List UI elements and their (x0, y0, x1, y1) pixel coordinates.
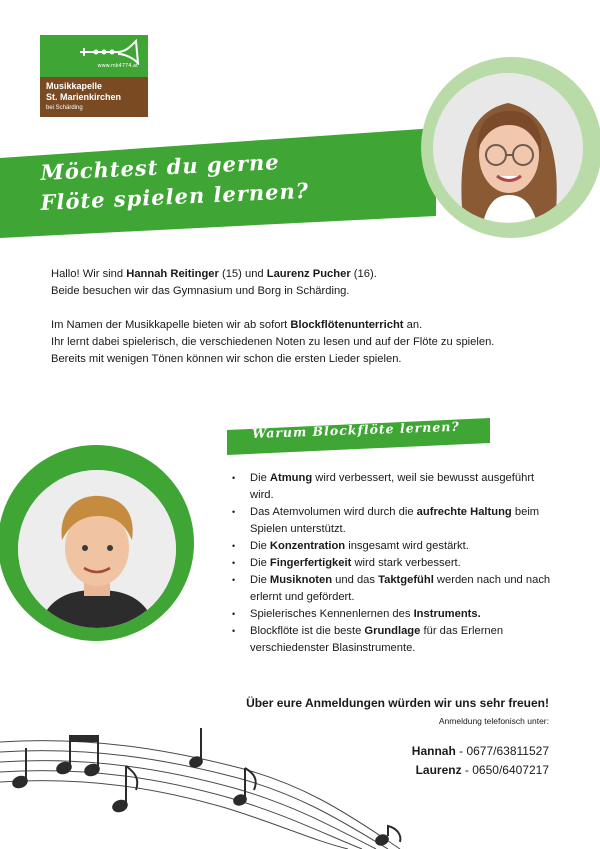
logo-url: www.mk4774.at (97, 63, 138, 69)
phone-number: - 0650/6407217 (461, 763, 549, 777)
logo-text-3: bei Schärding (46, 105, 83, 111)
list-text: Die (250, 574, 270, 586)
list-text: Spielerisches Kennenlernen des (250, 608, 414, 620)
headline-line-2: Flöte spielen lernen? (40, 177, 310, 215)
list-text: insgesamt wird gestärkt. (345, 540, 469, 552)
list-highlight: Musiknoten (269, 574, 333, 586)
list-highlight: aufrechte Haltung (416, 506, 512, 518)
headline-line-1: Möchtest du gerne (40, 149, 281, 185)
list-text: wird stark verbessert. (351, 557, 461, 569)
intro-line-4: Ihr lernt dabei spielerisch, die verschiedenen Noten zu lesen und auf der Flöte zu spielen. (51, 336, 495, 348)
intro-text-segment: (16). (350, 268, 377, 280)
contact-name: Hannah (411, 744, 456, 758)
closing-text: Über eure Anmeldungen würden wir uns sehr freuen! (246, 696, 549, 710)
logo-text-1: Musikkapelle (46, 81, 103, 91)
intro-text-segment: (15) und (218, 268, 267, 280)
list-highlight: Konzentration (269, 540, 346, 552)
intro-text-segment: Hallo! Wir sind (51, 268, 127, 280)
list-text: Die (250, 472, 270, 484)
list-text: wird verbessert, weil sie bewusst ausgeführt wird. (250, 472, 535, 501)
contact-name: Laurenz (415, 763, 462, 777)
registration-hint: Anmeldung telefonisch unter: (438, 716, 549, 726)
name-hannah: Hannah Reitinger (126, 268, 219, 280)
list-text: für das Erlernen verschiedenster Blasinstrumente. (250, 625, 504, 654)
list-text: beim Spielen unterstützt. (250, 506, 540, 535)
contact-laurenz (416, 763, 549, 777)
list-highlight: Taktgefühl (378, 574, 434, 586)
list-highlight: Atmung (269, 472, 313, 484)
contact-hannah (412, 744, 549, 758)
phone-number: - 0677/63811527 (455, 744, 549, 758)
intro-text-segment: an. (403, 319, 423, 331)
list-text: und das (332, 574, 379, 586)
name-laurenz: Laurenz Pucher (266, 268, 351, 280)
logo-text-2: St. Marienkirchen (46, 92, 122, 102)
intro-line-2: Beide besuchen wir das Gymnasium und Borg in Schärding. (51, 285, 350, 297)
list-text: Blockflöte ist die beste (250, 625, 365, 637)
list-highlight: Instruments. (413, 608, 481, 620)
section-heading: Warum Blockflöte lernen? (252, 418, 460, 441)
list-text: Die (250, 557, 270, 569)
list-text: Die (250, 540, 270, 552)
highlight-blockfloetenunterricht: Blockflötenunterricht (290, 319, 404, 331)
list-highlight: Fingerfertigkeit (269, 557, 352, 569)
intro-line-5: Bereits mit wenigen Tönen können wir schon die ersten Lieder spielen. (51, 353, 402, 365)
list-text: Das Atemvolumen wird durch die (250, 506, 417, 518)
list-highlight: Grundlage (364, 625, 421, 637)
list-text: werden nach und nach erlernt und gefördert. (250, 574, 551, 603)
intro-text-segment: Im Namen der Musikkapelle bieten wir ab sofort (51, 319, 291, 331)
